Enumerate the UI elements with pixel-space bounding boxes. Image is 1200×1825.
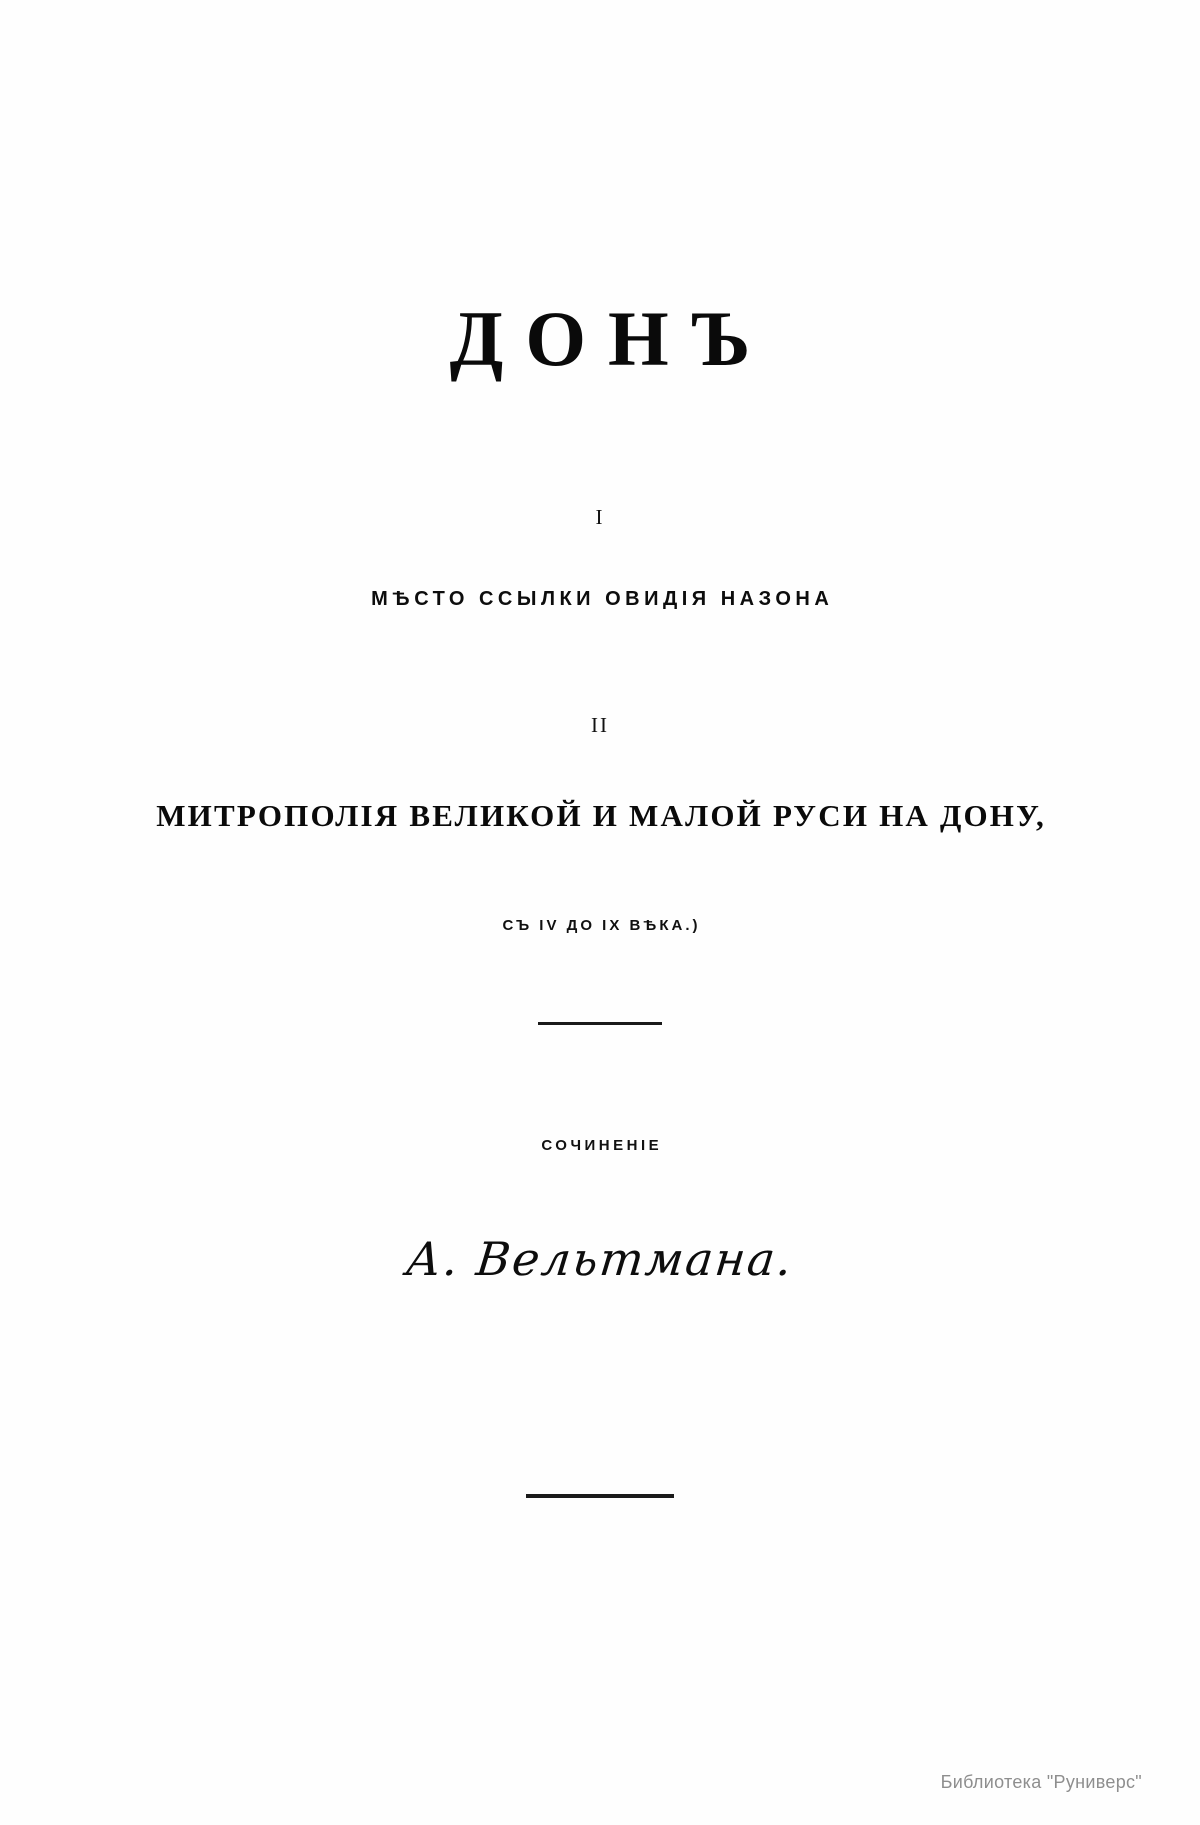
page-title: ДОНЪ — [449, 295, 773, 382]
divider-rule-bottom — [526, 1494, 674, 1498]
period-range-line: СЪ IV ДО IX ВѢКА.) — [502, 917, 701, 934]
author-name: А. Вельтмана. — [403, 1232, 797, 1286]
section-two-subtitle: МИТРОПОЛІЯ ВЕЛИКОЙ И МАЛОЙ РУСИ НА ДОНУ, — [156, 798, 1046, 833]
section-one-subtitle: МѢСТО ССЫЛКИ ОВИДІЯ НАЗОНА — [371, 588, 834, 610]
section-two-numeral: II — [591, 713, 609, 737]
library-watermark: Библиотека "Руниверс" — [940, 1772, 1142, 1792]
divider-rule-top — [538, 1022, 662, 1025]
byline-label: СОЧИНЕНІЕ — [541, 1137, 663, 1154]
section-one-numeral: I — [595, 505, 605, 529]
